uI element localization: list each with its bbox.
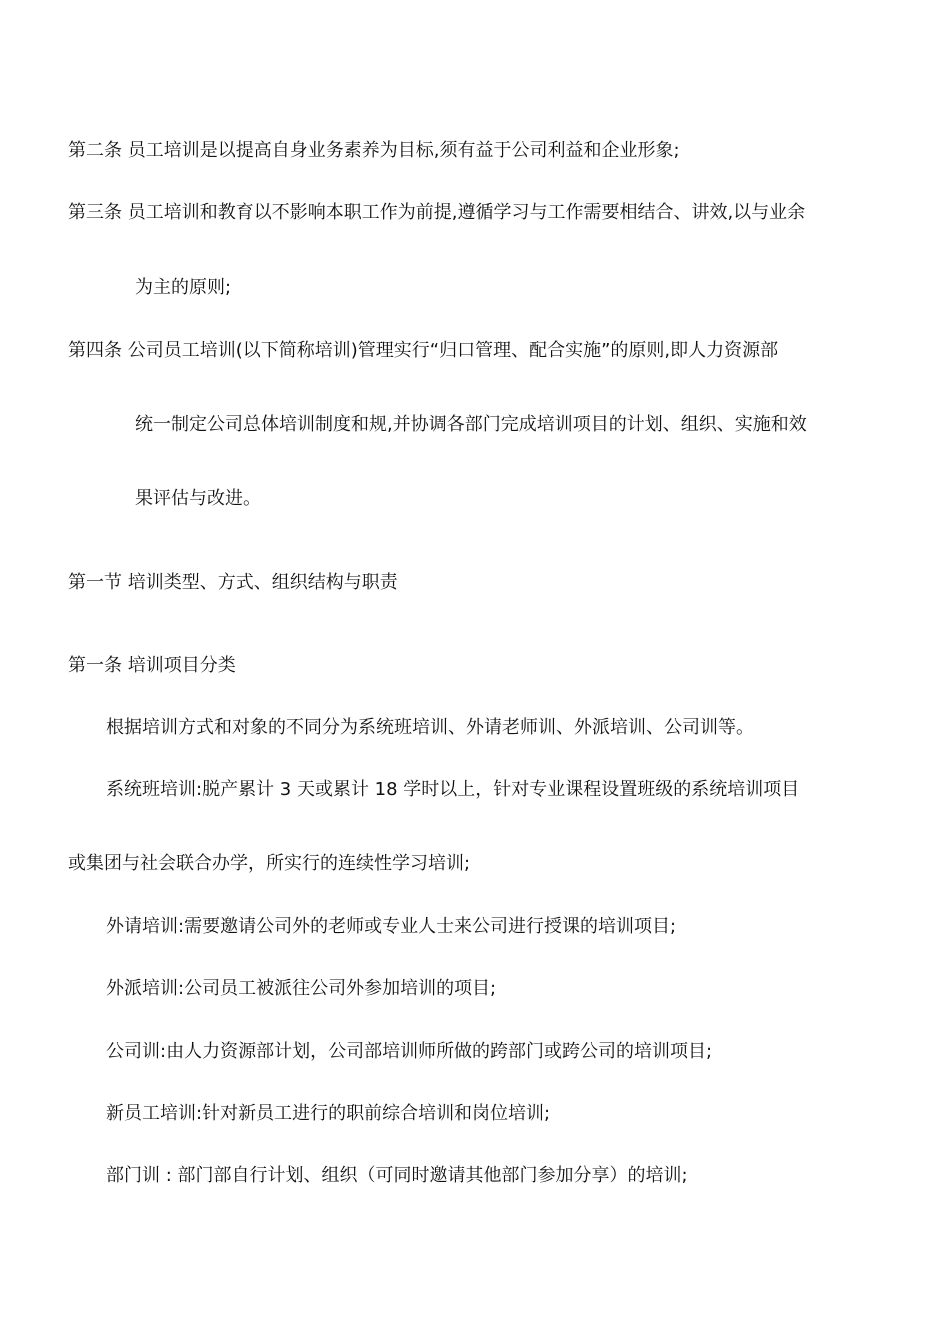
section-heading: 第一节 培训类型、方式、组织结构与职责 <box>68 572 398 593</box>
article-1-heading: 第一条 培训项目分类 <box>68 655 236 676</box>
classification-intro: 根据培训方式和对象的不同分为系统班培训、外请老师训、外派培训、公司训等。 <box>106 717 754 738</box>
new-employee-training: 新员工培训:针对新员工进行的职前综合培训和岗位培训; <box>106 1103 551 1124</box>
dispatched-training: 外派培训:公司员工被派往公司外参加培训的项目; <box>106 978 497 999</box>
system-class-training: 系统班培训:脱产累计 3 天或累计 18 学时以上，针对专业课程设置班级的系统培训项目 <box>106 779 800 800</box>
department-training: 部门训 : 部门部自行计划、组织（可同时邀请其他部门参加分享）的培训; <box>106 1165 688 1186</box>
article-4-cont-1: 统一制定公司总体培训制度和规,并协调各部门完成培训项目的计划、组织、实施和效 <box>135 414 807 435</box>
article-4-cont-2: 果评估与改进。 <box>135 488 261 509</box>
article-3-cont: 为主的原则; <box>135 277 232 298</box>
article-4: 第四条 公司员工培训(以下简称培训)管理实行“归口管理、配合实施”的原则,即人力资源部 <box>68 340 779 361</box>
article-2: 第二条 员工培训是以提高自身业务素养为目标,须有益于公司利益和企业形象; <box>68 140 680 161</box>
company-training: 公司训:由人力资源部计划，公司部培训师所做的跨部门或跨公司的培训项目; <box>106 1041 713 1062</box>
system-class-training-cont: 或集团与社会联合办学，所实行的连续性学习培训; <box>68 853 471 874</box>
article-3: 第三条 员工培训和教育以不影响本职工作为前提,遵循学习与工作需要相结合、讲效,以与业余 <box>68 202 806 223</box>
external-teacher-training: 外请培训:需要邀请公司外的老师或专业人士来公司进行授课的培训项目; <box>106 916 677 937</box>
